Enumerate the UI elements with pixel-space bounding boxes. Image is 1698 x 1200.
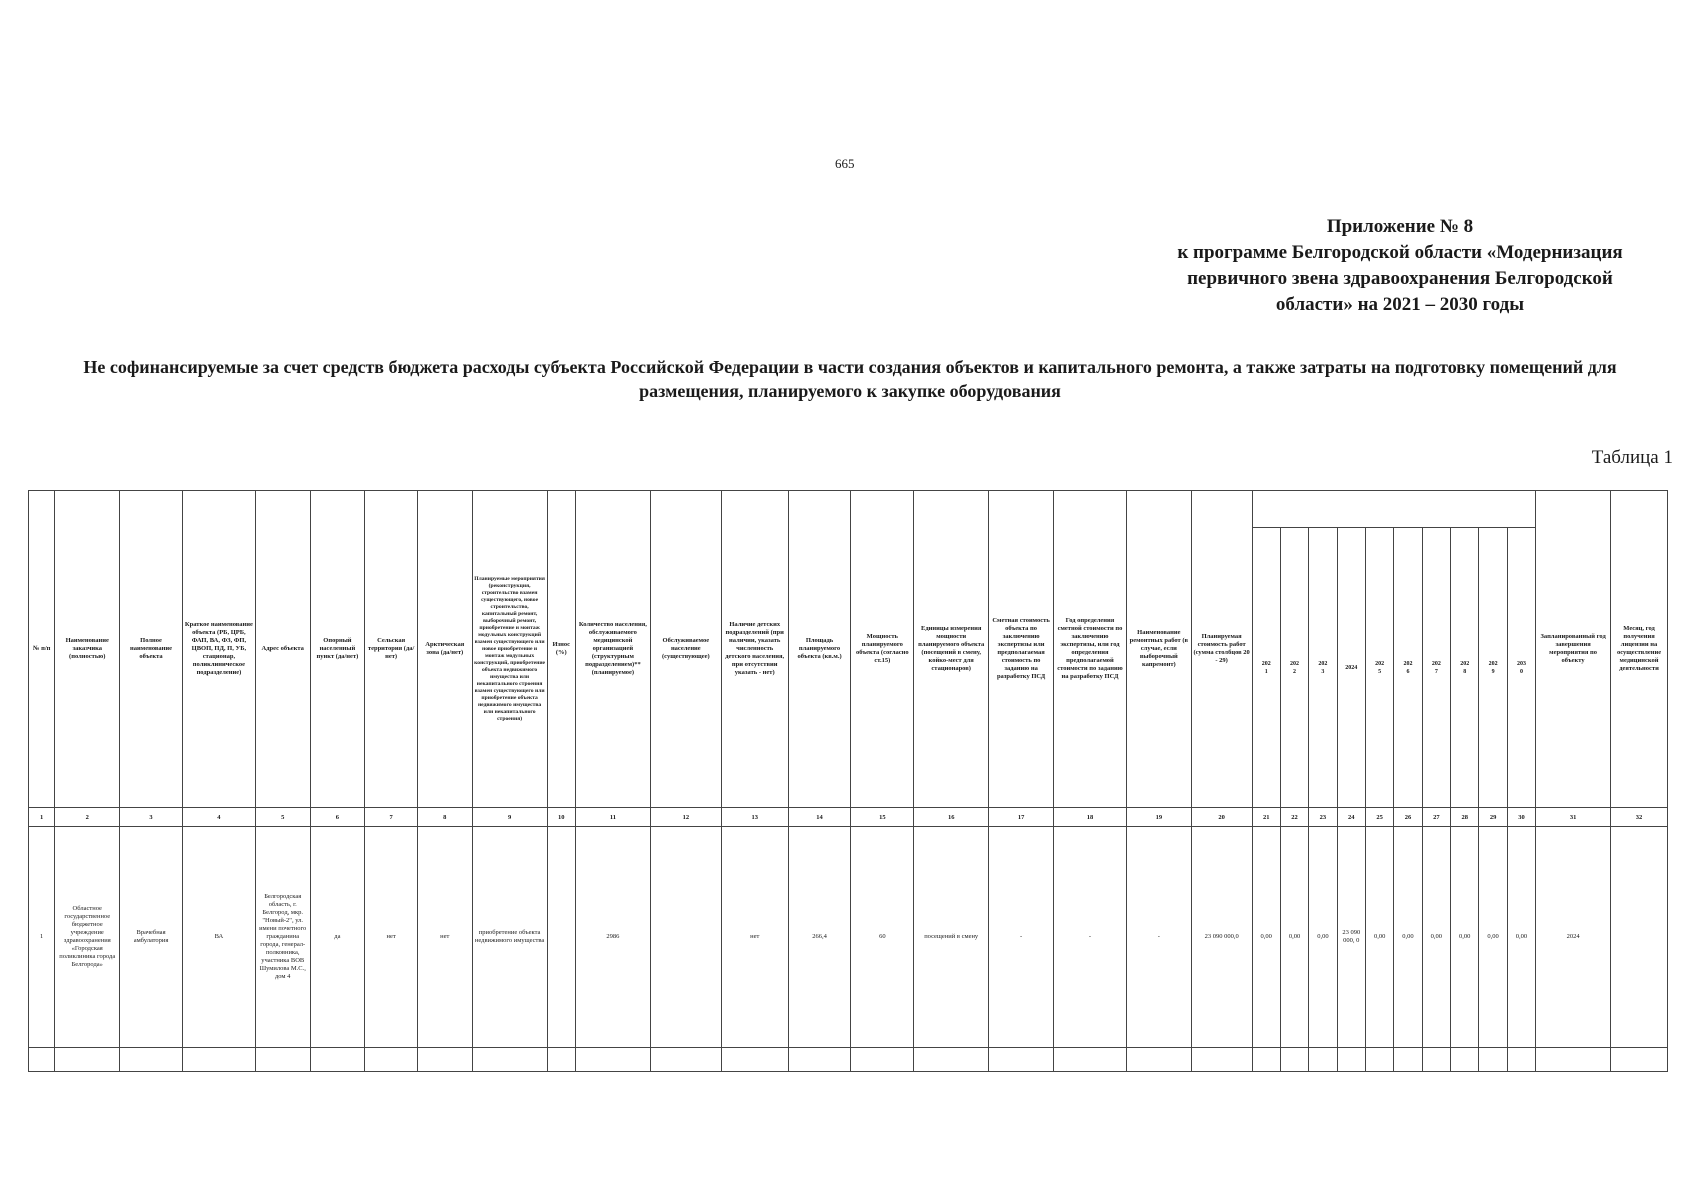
header-year-2027: 202 7 xyxy=(1422,528,1450,808)
column-number: 25 xyxy=(1365,808,1393,827)
header-year-2028: 202 8 xyxy=(1451,528,1479,808)
header-col-8: Арктическая зона (да/нет) xyxy=(417,491,472,808)
document-title: Не софинансируемые за счет средств бюджета расходы субъекта Российской Федерации в части создания объектов и капитального ремонта, а также затраты на подготовку помещений для размещения, планируемого к закупке оборудования xyxy=(83,357,1617,401)
header-col-4: Краткое наименование объекта (РБ, ЦРБ, ФАП, ВА, ФЗ, ФП, ЦВОП, ПД, П, УБ, стационар, поликлиническое подразделение) xyxy=(182,491,255,808)
appendix-heading xyxy=(1120,214,1680,318)
column-number: 14 xyxy=(788,808,851,827)
column-number: 26 xyxy=(1394,808,1422,827)
cell-customer: Областное государственное бюджетное учреждение здравоохранения «Городская поликлиника города Белгорода» xyxy=(55,827,120,1048)
column-number: 13 xyxy=(721,808,788,827)
header-col-16: Единицы измерения мощности планируемого объекта (посещений в смену, койко-мест для стационаров) xyxy=(914,491,989,808)
header-col-14: Площадь планируемого объекта (кв.м.) xyxy=(788,491,851,808)
cell-repair-works: - xyxy=(1126,827,1191,1048)
cell-estimated-cost: - xyxy=(989,827,1054,1048)
cell-row-number: 1 xyxy=(29,827,55,1048)
column-number: 29 xyxy=(1479,808,1507,827)
header-col-6: Опорный населенный пункт (да/нет) xyxy=(310,491,365,808)
cell-planned-cost: 23 090 000,0 xyxy=(1191,827,1252,1048)
header-years-group xyxy=(1252,491,1536,528)
header-col-15: Мощность планируемого объекта (согласно ст.15) xyxy=(851,491,914,808)
cell-year-2029: 0,00 xyxy=(1479,827,1507,1048)
column-number: 10 xyxy=(547,808,575,827)
column-number: 6 xyxy=(310,808,365,827)
cell-planned-activity: приобретение объекта недвижимого имущества xyxy=(472,827,547,1048)
cell-capacity-unit: посещений в смену xyxy=(914,827,989,1048)
column-number: 21 xyxy=(1252,808,1280,827)
column-number: 32 xyxy=(1611,808,1668,827)
table-label: Таблица 1 xyxy=(1591,447,1673,468)
page-number: 665 xyxy=(835,156,855,171)
table-row xyxy=(29,827,1668,1048)
cell-year-2030: 0,00 xyxy=(1507,827,1535,1048)
cell-year-2026: 0,00 xyxy=(1394,827,1422,1048)
column-number: 18 xyxy=(1054,808,1127,827)
column-number: 11 xyxy=(575,808,650,827)
column-number: 16 xyxy=(914,808,989,827)
cell-year-2025: 0,00 xyxy=(1365,827,1393,1048)
cell-address: Белгородская область, г. Белгород, мкр. "Новый-2", ул. имени почетного гражданина города, генерал-полковника, участника ВОВ Шумилова М.С., дом 4 xyxy=(255,827,310,1048)
header-col-7: Сельская территория (да/нет) xyxy=(365,491,418,808)
cell-wear xyxy=(547,827,575,1048)
column-number: 27 xyxy=(1422,808,1450,827)
cell-year-2027: 0,00 xyxy=(1422,827,1450,1048)
cell-arctic-zone: нет xyxy=(417,827,472,1048)
column-number: 12 xyxy=(650,808,721,827)
header-col-32: Месяц, год получения лицензии на осуществление медицинской деятельности xyxy=(1611,491,1668,808)
cell-object-short-name: ВА xyxy=(182,827,255,1048)
header-col-2: Наименование заказчика (полностью) xyxy=(55,491,120,808)
column-number: 30 xyxy=(1507,808,1535,827)
header-col-31: Запланированный год завершения мероприятия по объекту xyxy=(1536,491,1611,808)
column-number: 22 xyxy=(1280,808,1308,827)
column-number: 31 xyxy=(1536,808,1611,827)
header-row-top xyxy=(29,491,1668,528)
appendix-line-1: Приложение № 8 xyxy=(1326,216,1474,237)
cell-area: 266,4 xyxy=(788,827,851,1048)
column-number: 24 xyxy=(1337,808,1365,827)
header-col-13: Наличие детских подразделений (при наличии, указать численность детского населения, при отсутствии указать - нет) xyxy=(721,491,788,808)
column-number: 7 xyxy=(365,808,418,827)
header-year-2029: 202 9 xyxy=(1479,528,1507,808)
column-number: 3 xyxy=(120,808,183,827)
cell-year-2028: 0,00 xyxy=(1451,827,1479,1048)
header-col-5: Адрес объекта xyxy=(255,491,310,808)
header-col-18: Год определения сметной стоимости по заключению экспертизы, или год определения предполагаемой стоимости по заданию на разработку ПСД xyxy=(1054,491,1127,808)
cell-capacity: 60 xyxy=(851,827,914,1048)
table-container xyxy=(28,490,1668,1072)
cell-population-existing xyxy=(650,827,721,1048)
cell-cost-year: - xyxy=(1054,827,1127,1048)
column-number: 19 xyxy=(1126,808,1191,827)
cell-object-full-name: Врачебная амбулатория xyxy=(120,827,183,1048)
header-year-2023: 202 3 xyxy=(1309,528,1337,808)
appendix-line-4: области» на 2021 – 2030 годы xyxy=(1275,294,1525,315)
cell-year-2024: 23 090 000, 0 xyxy=(1337,827,1365,1048)
header-year-2022: 202 2 xyxy=(1280,528,1308,808)
cell-children-units: нет xyxy=(721,827,788,1048)
column-number: 15 xyxy=(851,808,914,827)
header-col-11: Количество населения, обслуживаемого медицинской организацией (структурным подразделением)** (планируемое) xyxy=(575,491,650,808)
column-number: 23 xyxy=(1309,808,1337,827)
column-number: 8 xyxy=(417,808,472,827)
header-col-20: Планируемая стоимость работ (сумма столбцов 20 - 29) xyxy=(1191,491,1252,808)
header-col-9: Планируемые мероприятия (реконструкция, строительство взамен существующего, новое строительство, капитальный ремонт, выборочный ремонт, приобретение и монтаж модульных конструкций взамен существующего или новое приобретение и монтаж модульных конструкций, приобретение объекта недвижимого имущества или некапитального строения взамен существующего или приобретение объекта недвижимого имущества или некапитального строения) xyxy=(472,491,547,808)
column-number: 20 xyxy=(1191,808,1252,827)
column-number: 5 xyxy=(255,808,310,827)
header-year-2024: 2024 xyxy=(1337,528,1365,808)
column-number: 9 xyxy=(472,808,547,827)
header-year-2025: 202 5 xyxy=(1365,528,1393,808)
column-number: 17 xyxy=(989,808,1054,827)
header-col-3: Полное наименование объекта xyxy=(120,491,183,808)
header-col-10: Износ (%) xyxy=(547,491,575,808)
header-year-2030: 203 0 xyxy=(1507,528,1535,808)
column-numbers-row xyxy=(29,808,1668,827)
column-number: 2 xyxy=(55,808,120,827)
expenses-table xyxy=(28,490,1668,1072)
cell-license-date xyxy=(1611,827,1668,1048)
column-number: 4 xyxy=(182,808,255,827)
appendix-line-3: первичного звена здравоохранения Белгородской xyxy=(1187,268,1613,289)
cell-year-2021: 0,00 xyxy=(1252,827,1280,1048)
header-col-1: № п/п xyxy=(29,491,55,808)
header-year-2021: 202 1 xyxy=(1252,528,1280,808)
cell-completion-year: 2024 xyxy=(1536,827,1611,1048)
header-col-19: Наименование ремонтных работ (в случае, если выборочный капремонт) xyxy=(1126,491,1191,808)
column-number: 28 xyxy=(1451,808,1479,827)
header-col-12: Обслуживаемое население (существующее) xyxy=(650,491,721,808)
cell-year-2022: 0,00 xyxy=(1280,827,1308,1048)
header-col-17: Сметная стоимость объекта по заключению экспертизы или предполагаемая стоимость по заданию на разработку ПСД xyxy=(989,491,1054,808)
cell-year-2023: 0,00 xyxy=(1309,827,1337,1048)
cell-rural-territory: нет xyxy=(365,827,418,1048)
column-number: 1 xyxy=(29,808,55,827)
cell-support-settlement: да xyxy=(310,827,365,1048)
cell-population-planned: 2986 xyxy=(575,827,650,1048)
appendix-line-2: к программе Белгородской области «Модернизация xyxy=(1177,242,1623,263)
table-row-empty xyxy=(29,1048,1668,1072)
header-year-2026: 202 6 xyxy=(1394,528,1422,808)
